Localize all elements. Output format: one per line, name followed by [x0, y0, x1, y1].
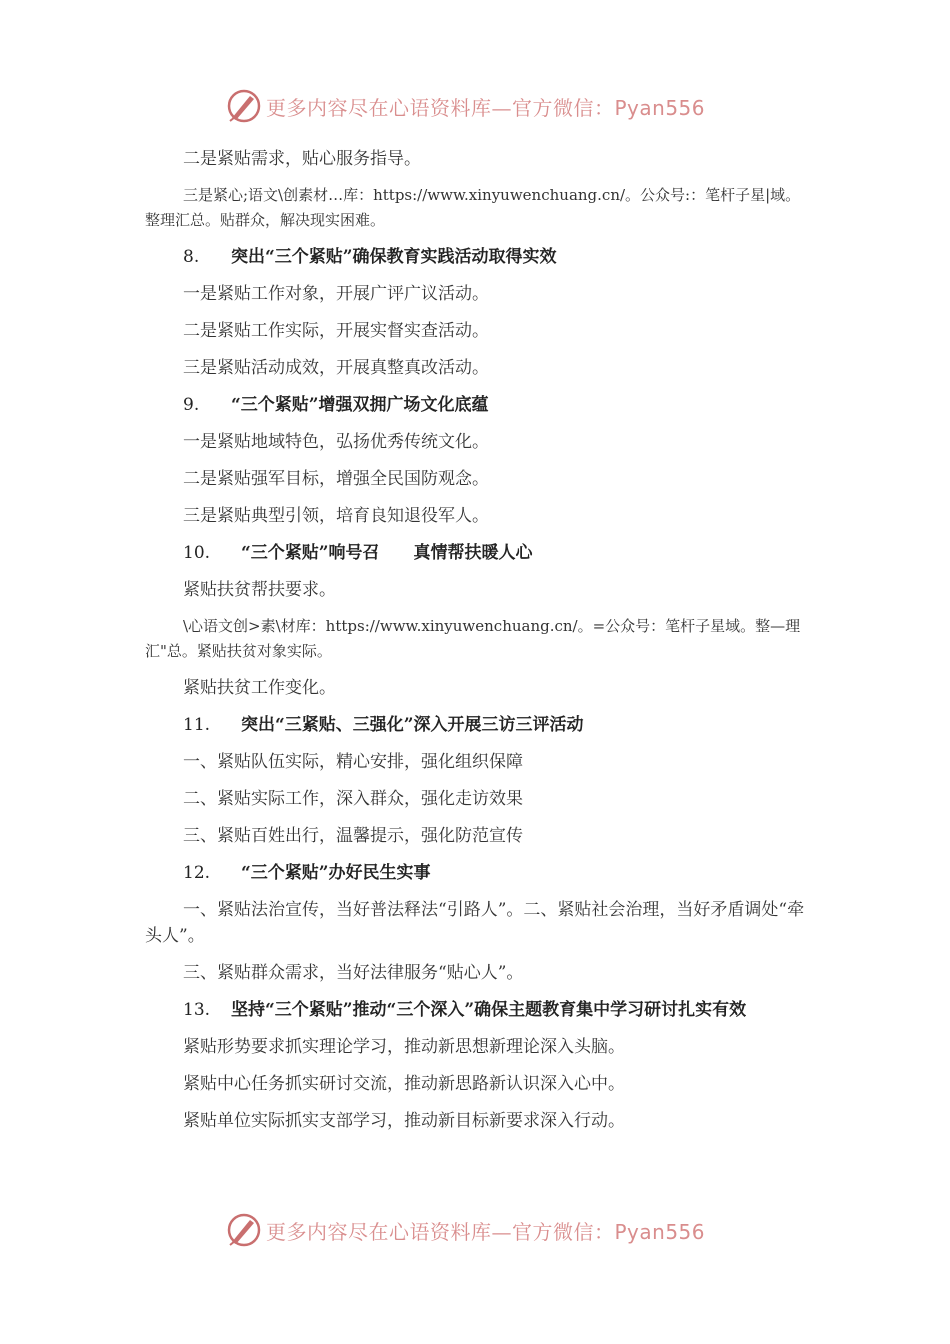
paragraph: 紧贴形势要求抓实理论学习，推动新思想新理论深入头脑。: [183, 1037, 625, 1057]
paragraph: 紧贴中心任务抓实研讨交流，推动新思路新认识深入心中。: [183, 1074, 625, 1094]
section-heading-8: 8. 突出“三个紧贴”确保教育实践活动取得实效: [183, 247, 557, 267]
paragraph: 一是紧贴工作对象，开展广评广议活动。: [183, 284, 489, 304]
paragraph: 一、紧贴法治宣传，当好普法释法“引路人”。二、紧贴社会治理，当好矛盾调处“牵头人”。: [145, 900, 805, 946]
paragraph: \心语文创>素\材库：https://www.xinyuwenchuang.cn/。=公众号：笔杆子星域。整—理汇"总。紧贴扶贫对象实际。: [145, 617, 801, 660]
paragraph: 一是紧贴地域特色，弘扬优秀传统文化。: [183, 432, 489, 452]
pen-logo-icon: [226, 88, 262, 124]
pen-logo-icon: [226, 1212, 262, 1248]
footer-banner: [0, 1210, 950, 1250]
section-heading-9: 9. “三个紧贴”增强双拥广场文化底蕴: [183, 395, 489, 415]
paragraph: 二是紧贴需求，贴心服务指导。: [183, 149, 421, 169]
banner-text: 更多内容尽在心语资料库—官方微信：Pyan556: [266, 96, 706, 120]
section-heading-10: 10. “三个紧贴”响号召 真情帮扶暖人心: [183, 543, 533, 563]
paragraph: 紧贴扶贫帮扶要求。: [183, 580, 336, 600]
paragraph: 三、紧贴群众需求，当好法律服务“贴心人”。: [183, 963, 524, 983]
paragraph: 一、紧贴队伍实际，精心安排，强化组织保障: [183, 752, 523, 772]
section-heading-12: 12. “三个紧贴”办好民生实事: [183, 863, 431, 883]
banner-text: 更多内容尽在心语资料库—官方微信：Pyan556: [266, 1220, 706, 1244]
section-heading-11: 11. 突出“三紧贴、三强化”深入开展三访三评活动: [183, 715, 584, 735]
paragraph: 三是紧心;语文\创素材…库：https://www.xinyuwenchuang.cn/。公众号:：笔杆子星|域。整理汇总。贴群众，解决现实困难。: [145, 186, 801, 229]
document-body: [145, 146, 807, 1145]
paragraph: 二是紧贴强军目标，增强全民国防观念。: [183, 469, 489, 489]
header-banner: [0, 86, 950, 126]
paragraph: 二、紧贴实际工作，深入群众，强化走访效果: [183, 789, 523, 809]
paragraph: 紧贴扶贫工作变化。: [183, 678, 336, 698]
paragraph: 三是紧贴典型引领，培育良知退役军人。: [183, 506, 489, 526]
paragraph: 三、紧贴百姓出行，温馨提示，强化防范宣传: [183, 826, 523, 846]
paragraph: 三是紧贴活动成效，开展真整真改活动。: [183, 358, 489, 378]
paragraph: 紧贴单位实际抓实支部学习，推动新目标新要求深入行动。: [183, 1111, 625, 1131]
section-heading-13: 13. 坚持“三个紧贴”推动“三个深入”确保主题教育集中学习研讨扎实有效: [183, 1000, 747, 1020]
paragraph: 二是紧贴工作实际，开展实督实查活动。: [183, 321, 489, 341]
